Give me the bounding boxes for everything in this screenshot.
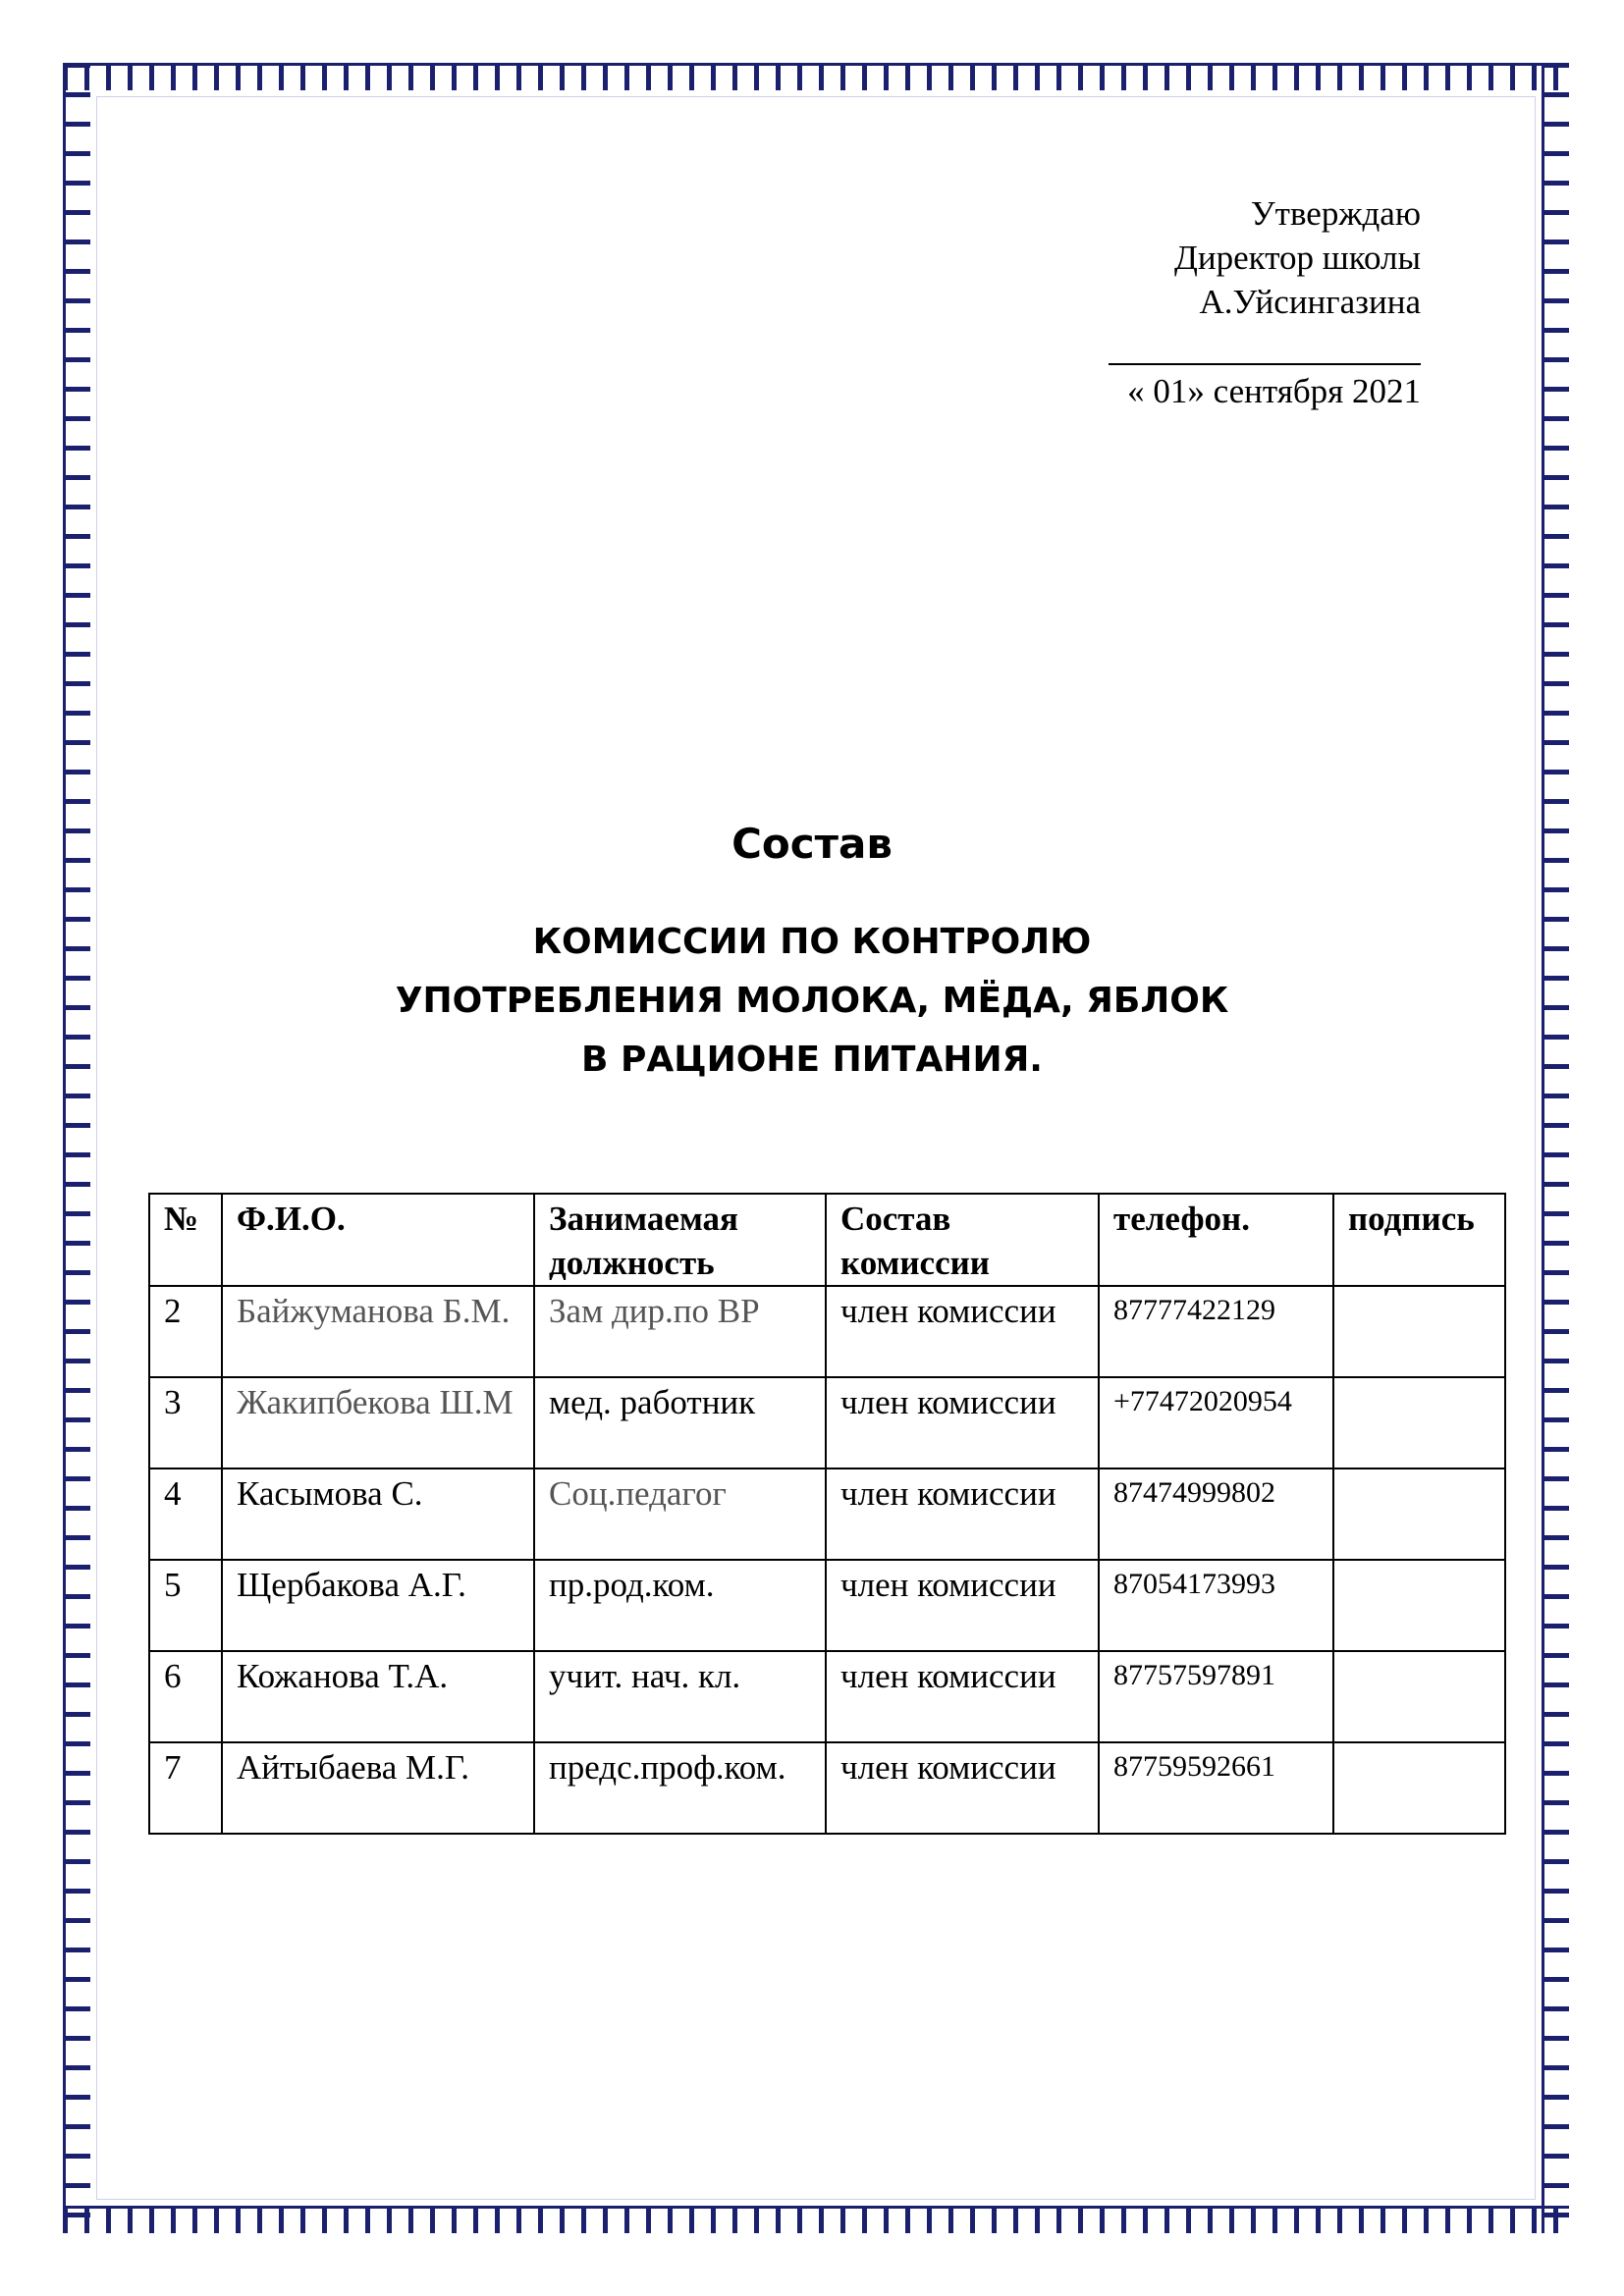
cell-phone: +77472020954 xyxy=(1099,1377,1333,1468)
subtitle-line-3: В РАЦИОНЕ ПИТАНИЯ. xyxy=(581,1040,1043,1080)
header-num: № xyxy=(149,1194,222,1286)
cell-position: Соц.педагог xyxy=(534,1468,826,1560)
header-position: Занимаемая должность xyxy=(534,1194,826,1286)
cell-name: Щербакова А.Г. xyxy=(222,1560,534,1651)
cell-num: 3 xyxy=(149,1377,222,1468)
cell-phone: 87759592661 xyxy=(1099,1742,1333,1834)
cell-num: 4 xyxy=(149,1468,222,1560)
cell-signature xyxy=(1333,1742,1505,1834)
cell-name: Жакипбекова Ш.М xyxy=(222,1377,534,1468)
cell-role: член комиссии xyxy=(826,1742,1099,1834)
signature-line xyxy=(1109,324,1421,365)
cell-name: Байжуманова Б.М. xyxy=(222,1286,534,1377)
cell-phone: 87474999802 xyxy=(1099,1468,1333,1560)
cell-name: Айтыбаева М.Г. xyxy=(222,1742,534,1834)
approval-date: « 01» сентября 2021 xyxy=(1127,372,1421,410)
border-left xyxy=(63,63,90,2233)
cell-signature xyxy=(1333,1377,1505,1468)
table-row xyxy=(149,1286,1505,1377)
cell-signature xyxy=(1333,1651,1505,1742)
cell-num: 5 xyxy=(149,1560,222,1651)
document-subtitle xyxy=(0,913,1624,1090)
cell-role: член комиссии xyxy=(826,1651,1099,1742)
cell-name: Кожанова Т.А. xyxy=(222,1651,534,1742)
cell-num: 2 xyxy=(149,1286,222,1377)
cell-role: член комиссии xyxy=(826,1468,1099,1560)
cell-position: предс.проф.ком. xyxy=(534,1742,826,1834)
cell-position: пр.род.ком. xyxy=(534,1560,826,1651)
approval-block xyxy=(910,191,1421,413)
approval-heading: Утверждаю xyxy=(1250,194,1421,233)
cell-phone: 87054173993 xyxy=(1099,1560,1333,1651)
border-top xyxy=(63,63,1569,90)
table-row xyxy=(149,1742,1505,1834)
cell-phone: 87777422129 xyxy=(1099,1286,1333,1377)
subtitle-line-2: УПОТРЕБЛЕНИЯ МОЛОКА, МЁДА, ЯБЛОК xyxy=(395,981,1229,1021)
table-row xyxy=(149,1468,1505,1560)
cell-position: учит. нач. кл. xyxy=(534,1651,826,1742)
table-row xyxy=(149,1560,1505,1651)
cell-num: 7 xyxy=(149,1742,222,1834)
cell-signature xyxy=(1333,1468,1505,1560)
table-header-row xyxy=(149,1194,1505,1286)
table-row xyxy=(149,1651,1505,1742)
border-right xyxy=(1542,63,1569,2233)
table-row xyxy=(149,1377,1505,1468)
border-bottom xyxy=(63,2206,1569,2233)
approval-director-name: А.Уйсингазина xyxy=(1199,283,1421,321)
cell-signature xyxy=(1333,1286,1505,1377)
cell-role: член комиссии xyxy=(826,1286,1099,1377)
approval-position: Директор школы xyxy=(1174,239,1421,277)
cell-position: мед. работник xyxy=(534,1377,826,1468)
cell-signature xyxy=(1333,1560,1505,1651)
subtitle-line-1: КОМИССИИ ПО КОНТРОЛЮ xyxy=(532,922,1092,962)
document-title: Состав xyxy=(731,820,893,868)
cell-phone: 87757597891 xyxy=(1099,1651,1333,1742)
cell-role: член комиссии xyxy=(826,1377,1099,1468)
cell-role: член комиссии xyxy=(826,1560,1099,1651)
commission-table xyxy=(148,1193,1506,1835)
cell-name: Касымова С. xyxy=(222,1468,534,1560)
cell-position: Зам дир.по ВР xyxy=(534,1286,826,1377)
header-signature: подпись xyxy=(1333,1194,1505,1286)
cell-num: 6 xyxy=(149,1651,222,1742)
header-role: Состав комиссии xyxy=(826,1194,1099,1286)
header-phone: телефон. xyxy=(1099,1194,1333,1286)
header-name: Ф.И.О. xyxy=(222,1194,534,1286)
